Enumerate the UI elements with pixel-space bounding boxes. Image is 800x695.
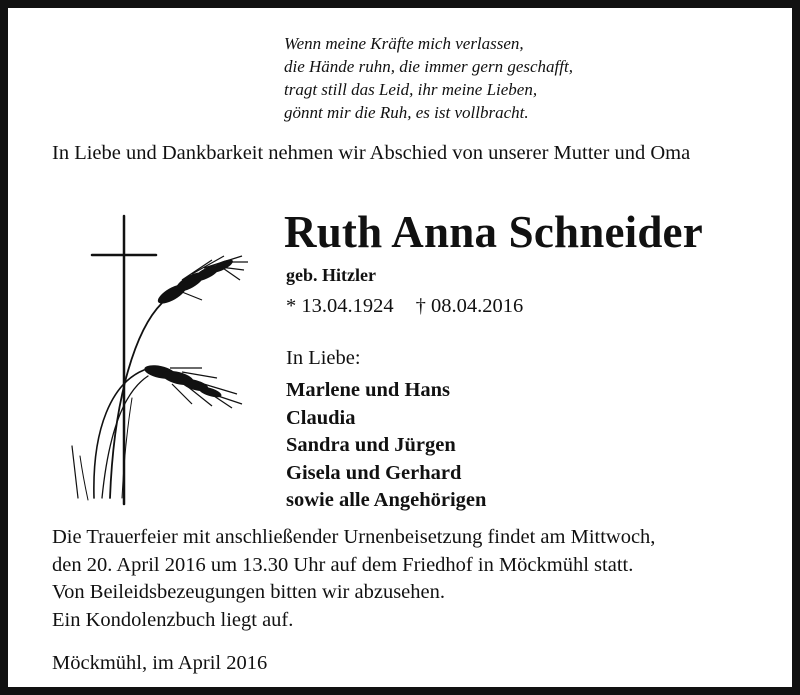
notice-line: Von Beileidsbezeugungen bitten wir abzusehen. (52, 581, 446, 603)
poem-line: die Hände ruhn, die immer gern geschafft, (284, 57, 573, 76)
death-date: † 08.04.2016 (415, 295, 524, 317)
notice-line: den 20. April 2016 um 13.30 Uhr auf dem Friedhof in Möckmühl statt. (52, 553, 634, 576)
poem (284, 32, 573, 124)
deceased-name: Ruth Anna Schneider (284, 207, 703, 257)
mourners-list (286, 377, 486, 515)
poem-line: gönnt mir die Ruh, es ist vollbracht. (284, 103, 529, 122)
cross-with-wheat-icon (52, 208, 252, 508)
mourner-entry: Claudia (286, 406, 356, 429)
mourners-heading: In Liebe: (286, 347, 361, 369)
mourner-entry: sowie alle Angehörigen (286, 489, 487, 511)
mourner-entry: Gisela und Gerhard (286, 461, 462, 484)
place-and-date: Möckmühl, im April 2016 (52, 652, 268, 674)
birth-date: * 13.04.1924 (286, 295, 394, 317)
life-dates (286, 293, 523, 319)
intro-text: In Liebe und Dankbarkeit nehmen wir Abschied von unserer Mutter und Oma (52, 142, 691, 164)
poem-line: Wenn meine Kräfte mich verlassen, (284, 34, 524, 53)
notice-line: Die Trauerfeier mit anschließender Urnenbeisetzung findet am Mittwoch, (52, 526, 656, 548)
poem-line: tragt still das Leid, ihr meine Lieben, (284, 80, 538, 99)
maiden-name: geb. Hitzler (286, 265, 376, 285)
mourner-entry: Sandra und Jürgen (286, 434, 456, 456)
mourner-entry: Marlene und Hans (286, 379, 451, 401)
funeral-notice (52, 524, 655, 634)
notice-line: Ein Kondolenzbuch liegt auf. (52, 608, 294, 631)
